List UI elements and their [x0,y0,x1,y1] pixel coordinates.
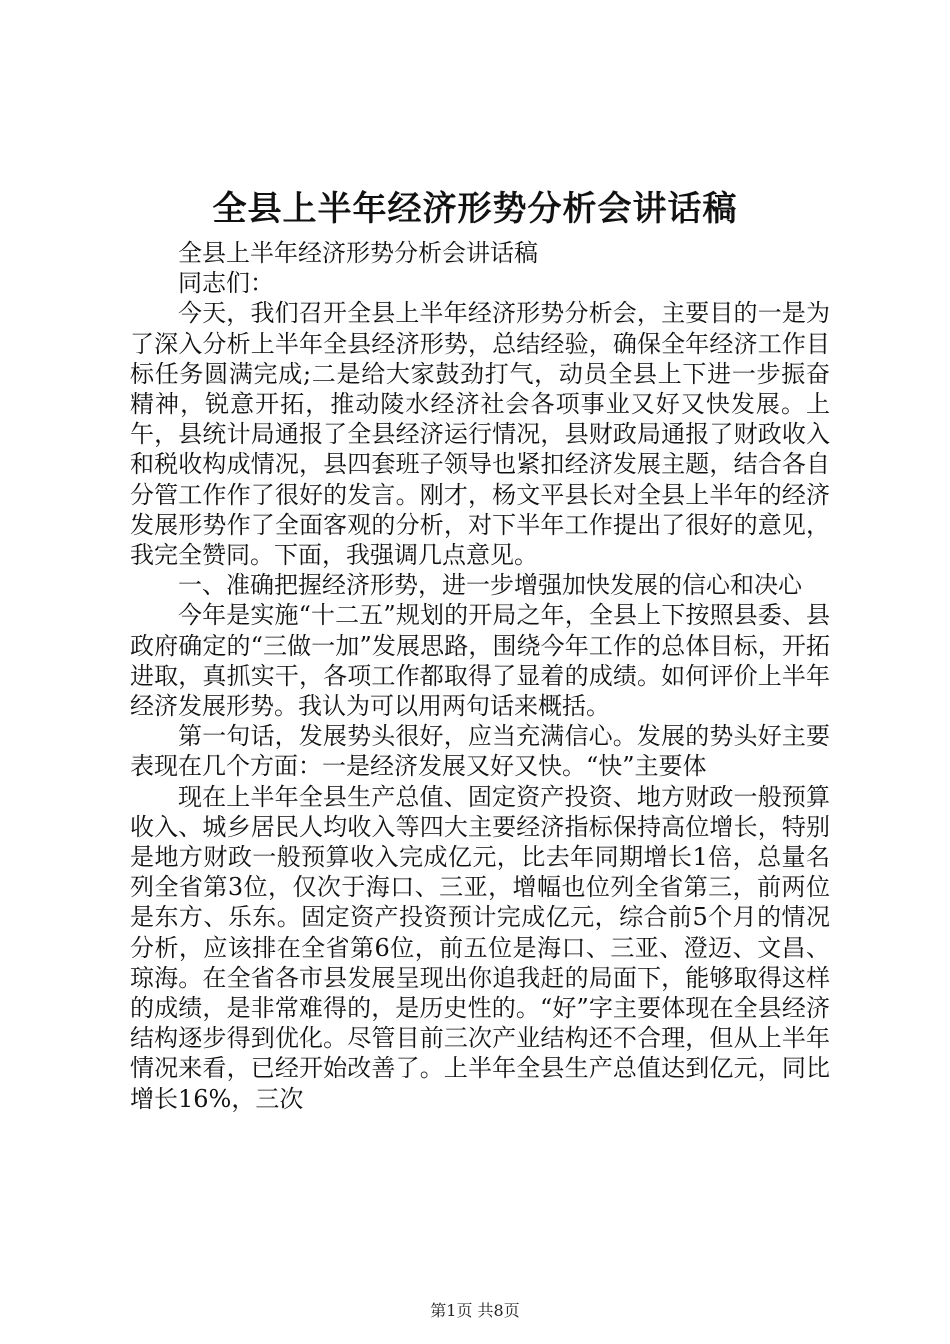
paragraph-subtitle: 全县上半年经济形势分析会讲话稿 [178,239,538,267]
paragraph-overview: 今年是实施“十二五”规划的开局之年，全县上下按照县委、县政府确定的“三做一加”发展思路，围绕今年工作的总体目标，开拓进取，真抓实干，各项工作都取得了显着的成绩。如何评价上半年经济发展形势。我认为可以用两句话来概括。 [130,601,830,721]
document-title: 全县上半年经济形势分析会讲话稿 [212,189,738,229]
page-footer: 第1页 共8页 [430,1301,520,1320]
paragraph-salutation: 同志们： [178,269,274,298]
paragraph-first-point-detail: 现在上半年全县生产总值、固定资产投资、地方财政一般预算收入、城乡居民人均收入等四大主要经济指标保持高位增长，特别是地方财政一般预算收入完成亿元，比去年同期增长1倍，总量名列全省第3位，仅次于海口、三亚，增幅也位列全省第三，前两位是东方、乐东。固定资产投资预计完成亿元，综合前5个月的情况分析，应该排在全省第6位，前五位是海口、三亚、澄迈、文昌、琼海。在全省各市县发展呈现出你追我赶的局面下，能够取得这样的成绩，是非常难得的，是历史性的。“好”字主要体现在全县经济结构逐步得到优化。尽管目前三次产业结构还不合理，但从上半年情况来看，已经开始改善了。上半年全县生产总值达到亿元，同比增长16%，三次 [130,782,830,1113]
document-body [130,238,830,1114]
paragraph-first-point: 第一句话，发展势头很好，应当充满信心。发展的势头好主要表现在几个方面：一是经济发展又好又快。“快”主要体 [130,722,830,781]
paragraph-intro: 今天，我们召开全县上半年经济形势分析会，主要目的一是为了深入分析上半年全县经济形势，总结经验，确保全年经济工作目标任务圆满完成;二是给大家鼓劲打气，动员全县上下进一步振奋精神，锐意开拓，推动陵水经济社会各项事业又好又快发展。上午，县统计局通报了全县经济运行情况，县财政局通报了财政收入和税收构成情况，县四套班子领导也紧扣经济发展主题，结合各自分管工作作了很好的发言。刚才，杨文平县长对全县上半年的经济发展形势作了全面客观的分析，对下半年工作提出了很好的意见，我完全赞同。下面，我强调几点意见。 [130,299,830,570]
section-heading-1: 一、准确把握经济形势，进一步增强加快发展的信心和决心 [178,571,802,600]
